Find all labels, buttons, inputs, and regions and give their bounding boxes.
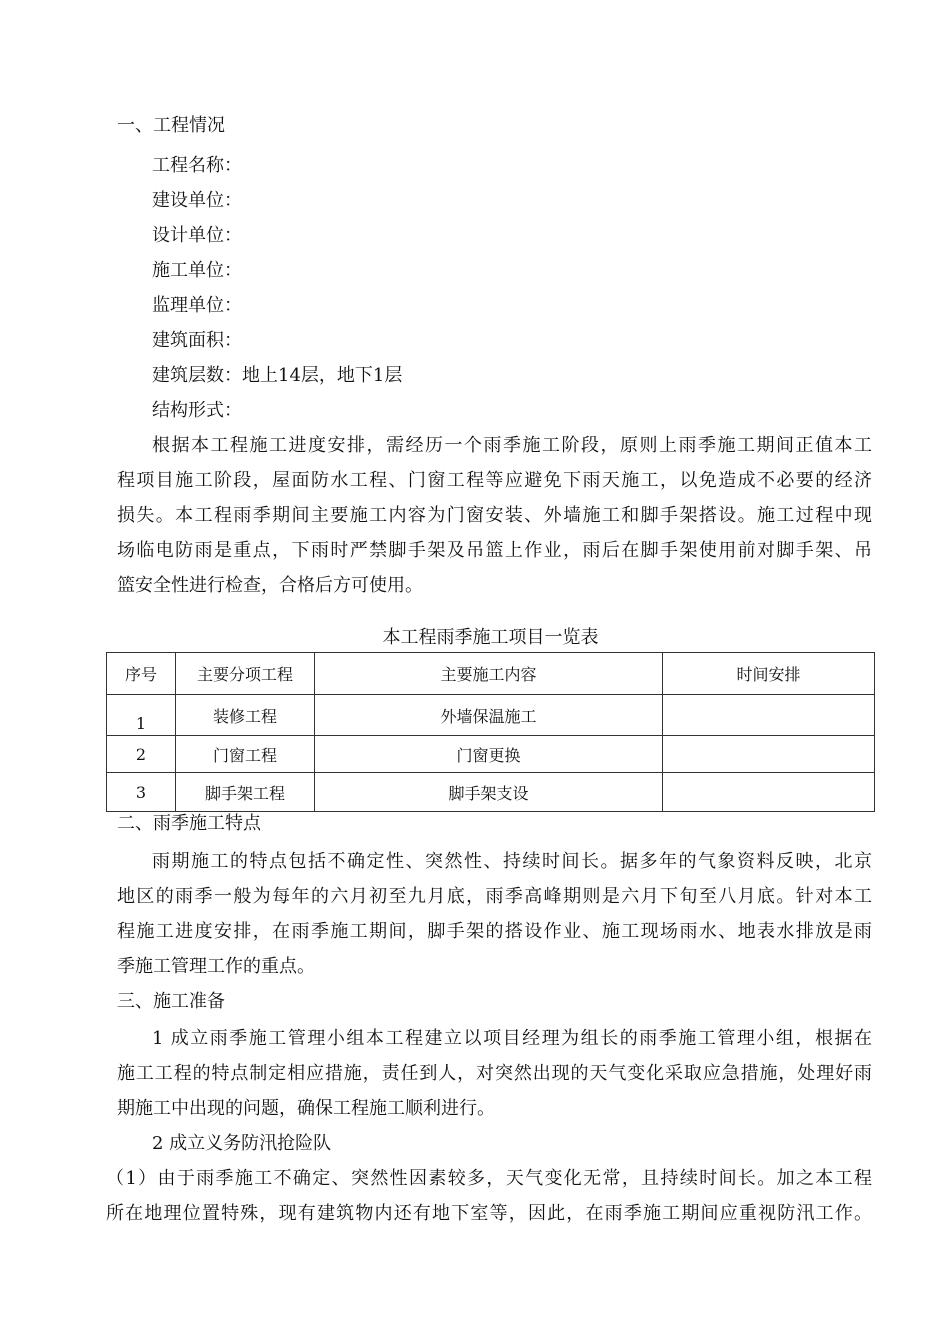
table-cell: 门窗更换 (315, 736, 663, 773)
table-cell: 外墙保温施工 (315, 695, 663, 736)
section1-heading: 一、工程情况 (117, 115, 225, 136)
section1-paragraph-line: 损失。本工程雨季期间主要施工内容为门窗安装、外墙施工和脚手架搭设。施工过程中现 (117, 505, 872, 526)
section2-paragraph-line: 地区的雨季一般为每年的六月初至九月底，雨季高峰期则是六月下旬至八月底。针对本工 (117, 886, 872, 907)
section1-paragraph-line: 程项目施工阶段，屋面防水工程、门窗工程等应避免下雨天施工，以免造成不必要的经济 (117, 470, 872, 491)
field-contractor: 施工单位： (152, 260, 242, 281)
section3-item2-line: 所在地理位置特殊，现有建筑物内还有地下室等，因此，在雨季施工期间应重视防汛工作。 (106, 1203, 872, 1224)
section3-item1-line: 施工工程的特点制定相应措施，责任到人，对突然出现的天气变化采取应急措施，处理好雨 (117, 1063, 872, 1084)
section2-heading: 二、雨季施工特点 (117, 813, 261, 834)
table-cell: 1 (107, 695, 176, 736)
table-row (107, 773, 875, 812)
table-cell: 装修工程 (176, 695, 315, 736)
field-area: 建筑面积： (152, 330, 242, 351)
schedule-table (106, 652, 875, 812)
table-header-cell: 主要分项工程 (176, 653, 315, 695)
table-row (107, 695, 875, 736)
table-cell: 2 (107, 736, 176, 773)
table-header-cell: 时间安排 (663, 653, 875, 695)
section3-item2-line: （1）由于雨季施工不确定、突然性因素较多，天气变化无常，且持续时间长。加之本工程 (106, 1168, 872, 1189)
table-header-cell: 序号 (107, 653, 176, 695)
table-cell (663, 736, 875, 773)
field-owner: 建设单位： (152, 190, 242, 211)
section1-paragraph-line: 场临电防雨是重点，下雨时严禁脚手架及吊篮上作业，雨后在脚手架使用前对脚手架、吊 (117, 540, 872, 561)
section1-paragraph-line: 篮安全性进行检查，合格后方可使用。 (117, 575, 423, 596)
table-cell (663, 773, 875, 812)
section3-item1-line: 期施工中出现的问题，确保工程施工顺利进行。 (117, 1098, 495, 1119)
section3-item1-line: 1 成立雨季施工管理小组本工程建立以项目经理为组长的雨季施工管理小组，根据在 (152, 1028, 872, 1049)
section3-heading: 三、施工准备 (117, 991, 225, 1012)
table-header-row (107, 653, 875, 695)
table-row (107, 736, 875, 773)
table-cell: 门窗工程 (176, 736, 315, 773)
section2-paragraph-line: 程施工进度安排，在雨季施工期间，脚手架的搭设作业、施工现场雨水、地表水排放是雨 (117, 921, 872, 942)
section1-paragraph-line: 根据本工程施工进度安排，需经历一个雨季施工阶段，原则上雨季施工期间正值本工 (152, 435, 872, 456)
table-header-cell: 主要施工内容 (315, 653, 663, 695)
table-caption: 本工程雨季施工项目一览表 (382, 627, 599, 648)
table-cell (663, 695, 875, 736)
field-designer: 设计单位： (152, 225, 242, 246)
table-cell: 脚手架工程 (176, 773, 315, 812)
section2-paragraph-line: 季施工管理工作的重点。 (117, 956, 315, 977)
field-structure: 结构形式： (152, 400, 242, 421)
table-cell: 脚手架支设 (315, 773, 663, 812)
section2-paragraph-line: 雨期施工的特点包括不确定性、突然性、持续时间长。据多年的气象资料反映，北京 (152, 851, 872, 872)
field-floors: 建筑层数：地上14层，地下1层 (152, 365, 403, 386)
section3-item2-title: 2 成立义务防汛抢险队 (152, 1133, 332, 1154)
table-cell: 3 (107, 773, 176, 812)
field-project-name: 工程名称： (152, 155, 242, 176)
field-supervisor: 监理单位： (152, 295, 242, 316)
